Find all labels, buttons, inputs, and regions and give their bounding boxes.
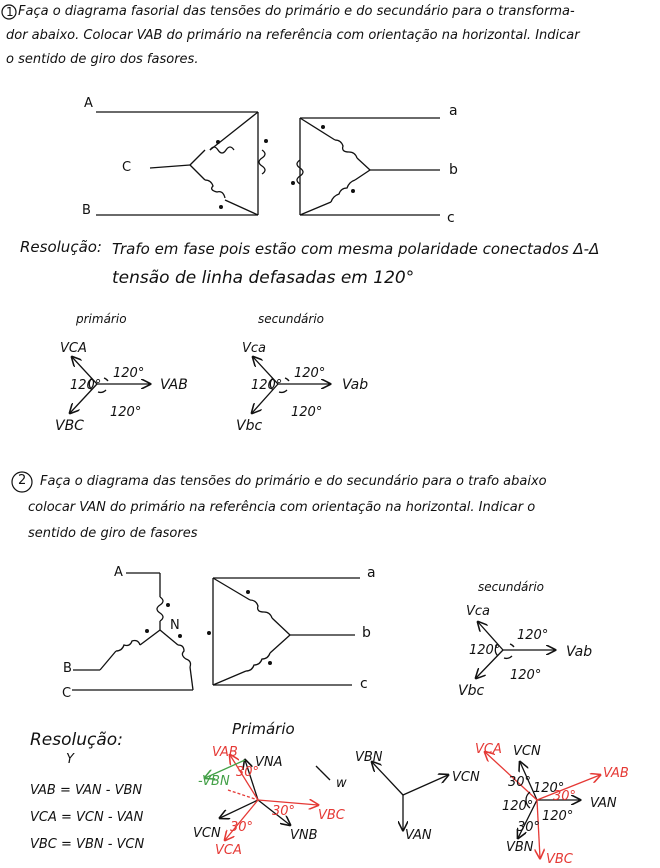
question-2-line-3: sentido de giro de fasores (28, 526, 198, 541)
resolution-2-title: Resolução: (30, 730, 123, 750)
question-2-number: 2 (18, 473, 27, 488)
final-2-angle-30-1: 30° (508, 775, 532, 790)
secondary-2-angle-bottom: 120° (510, 668, 542, 683)
primary-1-vab: VAB (160, 377, 188, 393)
resolution-2-eq-3: VBC = VBN - VCN (30, 837, 145, 852)
resolution-2-eq-2: VCA = VCN - VAN (30, 810, 144, 825)
primary-2-vbn-neg: -VBN (198, 774, 230, 789)
final-2-angle-120-3: 120° (542, 809, 574, 824)
secondary-2-title: secundário (478, 580, 545, 594)
secondary-2-angle-left: 120° (469, 643, 501, 658)
final-2-angle-120-2: 120° (502, 799, 534, 814)
terminal-2-N: N (170, 618, 180, 633)
primary-2-vcn: VCN (193, 826, 221, 841)
primary-1-vbc: VBC (55, 418, 84, 434)
primary-2-title: Primário (232, 720, 295, 738)
terminal-A: A (84, 96, 93, 111)
primary-1-angle-bottom: 120° (110, 405, 142, 420)
primary-2-vab: VAB (212, 745, 238, 760)
primary-2-vnb: VNB (290, 828, 318, 843)
resolution-1-line-2: tensão de linha defasadas em 120° (112, 268, 415, 288)
final-2-angle-30-3: 30° (517, 820, 541, 835)
final-2-vca: VCA (475, 742, 502, 757)
secondary-2-angle-top: 120° (517, 628, 549, 643)
secondary-1-title: secundário (258, 312, 325, 326)
resolution-1-line-1: Trafo em fase pois estão com mesma polaridade conectados Δ-Δ (112, 240, 600, 258)
terminal-2-B: B (63, 661, 72, 676)
final-2-angle-30-2: 30° (553, 789, 577, 804)
secondary-1-angle-top: 120° (294, 366, 326, 381)
terminal-2-c: c (360, 676, 368, 692)
terminal-c: c (447, 210, 455, 226)
terminal-2-a: a (367, 565, 376, 581)
question-1-line-3: o sentido de giro dos fasores. (6, 52, 199, 67)
terminal-C: C (122, 160, 132, 175)
final-2-van: VAN (590, 796, 617, 811)
secondary-1-vab: Vab (342, 377, 369, 393)
secondary-2-vbc: Vbc (458, 683, 485, 699)
final-2-vab: VAB (603, 766, 629, 781)
primary-2-omega: w (336, 776, 347, 791)
primary-2-angle-30-3: 30° (230, 820, 254, 835)
secondary-1-angle-left: 120° (251, 378, 283, 393)
final-2-vbn: VBN (506, 840, 534, 855)
reference-2-vcn: VCN (452, 770, 480, 785)
primary-2-vna: VNA (255, 755, 283, 770)
primary-2-vbc: VBC (318, 808, 345, 823)
primary-2-angle-30-2: 30° (272, 804, 296, 819)
terminal-B: B (82, 203, 91, 218)
terminal-a: a (449, 103, 458, 119)
primary-1-angle-top: 120° (113, 366, 145, 381)
secondary-2-vab: Vab (566, 644, 593, 660)
secondary-1-vca: Vca (242, 341, 267, 356)
reference-2-vbn: VBN (355, 750, 383, 765)
secondary-1-vbc: Vbc (236, 418, 263, 434)
terminal-b: b (449, 162, 458, 178)
resolution-2-y: Y (66, 752, 74, 767)
question-1-line-1: Faça o diagrama fasorial das tensões do primário e do secundário para o transforma- (18, 4, 575, 19)
terminal-2-A: A (114, 565, 123, 580)
primary-2-angle-30-1: 30° (236, 765, 260, 780)
final-2-angle-120-1: 120° (533, 781, 565, 796)
final-2-vcn: VCN (513, 744, 541, 759)
primary-1-vca: VCA (60, 341, 87, 356)
question-1-line-2: dor abaixo. Colocar VAB do primário na referência com orientação na horizontal. Indicar (6, 28, 580, 43)
terminal-2-C: C (62, 686, 72, 701)
resolution-2-eq-1: VAB = VAN - VBN (30, 783, 143, 798)
reference-2-van: VAN (405, 828, 432, 843)
resolution-1-title: Resolução: (20, 238, 102, 256)
question-2-line-2: colocar VAN do primário na referência com orientação na horizontal. Indicar o (28, 500, 536, 515)
question-2-line-1: Faça o diagrama das tensões do primário e do secundário para o trafo abaixo (40, 474, 547, 489)
primary-1-title: primário (76, 312, 127, 326)
final-2-vbc: VBC (546, 852, 573, 867)
primary-2-vca: VCA (215, 843, 242, 858)
primary-1-angle-left: 120° (70, 378, 102, 393)
terminal-2-b: b (362, 625, 371, 641)
secondary-2-vca: Vca (466, 604, 491, 619)
secondary-1-angle-bottom: 120° (291, 405, 323, 420)
question-1-number: 1 (6, 5, 14, 19)
